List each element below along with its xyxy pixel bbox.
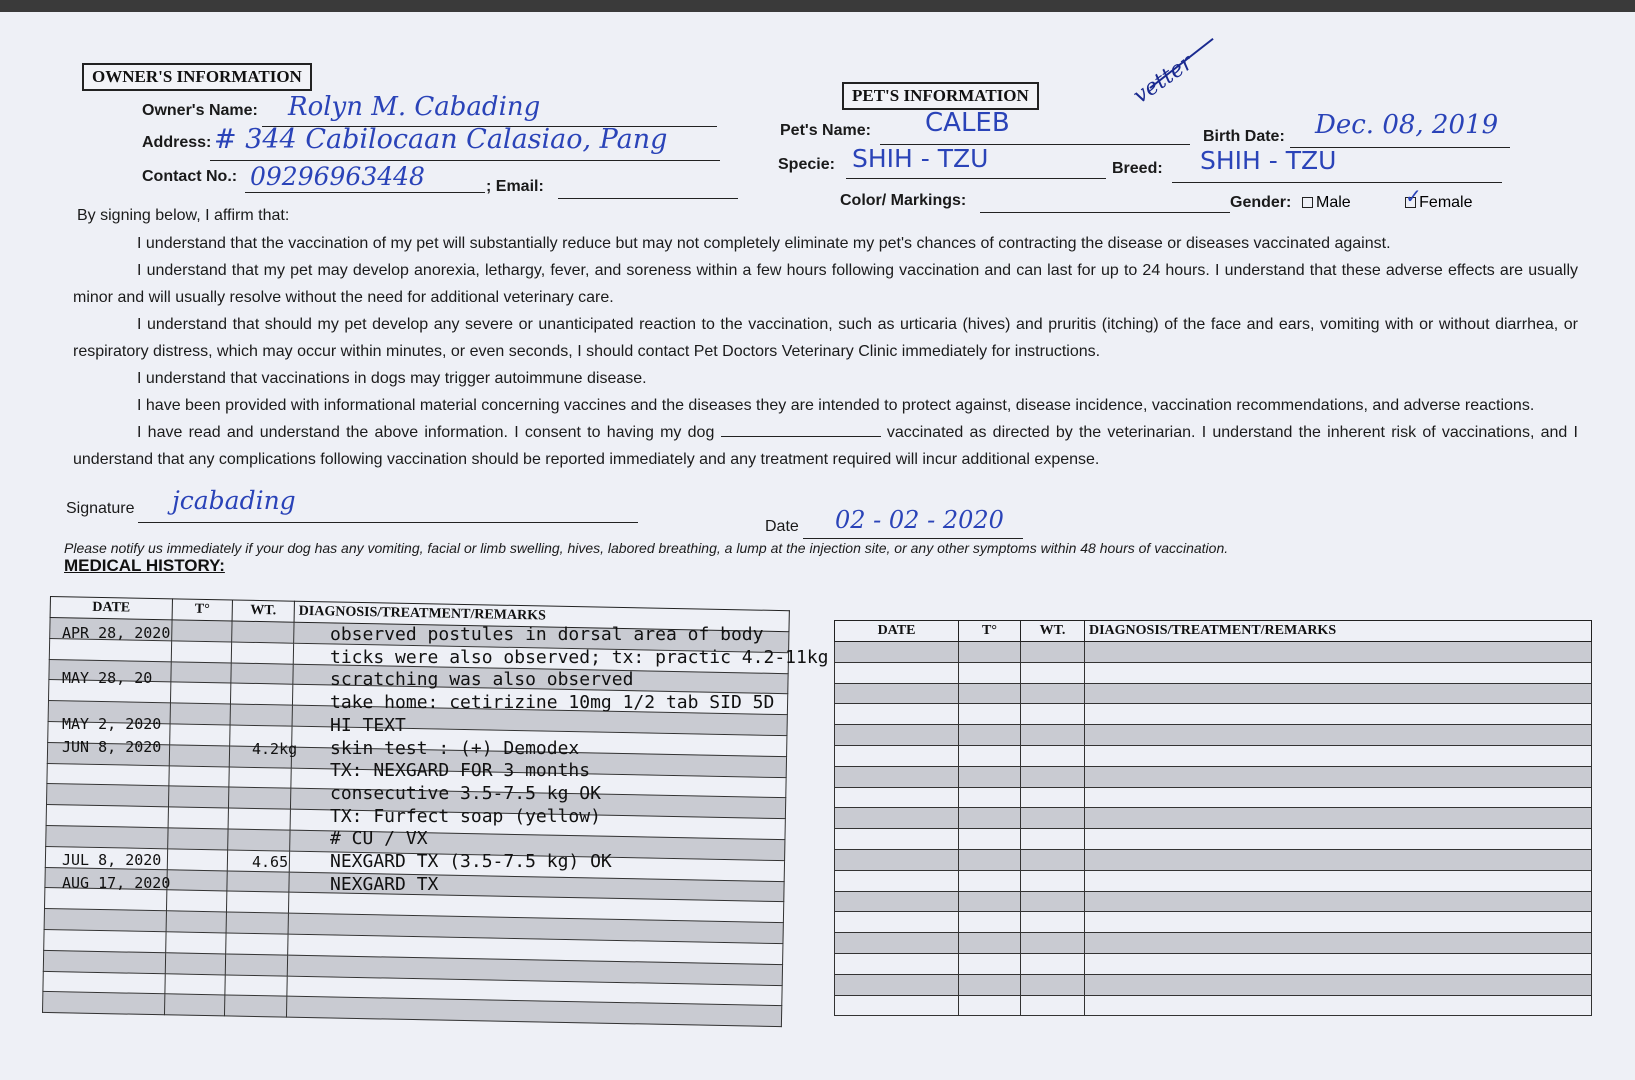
signature-line	[138, 522, 638, 523]
pet-section-title: PET'S INFORMATION	[842, 82, 1039, 110]
table-row	[835, 974, 1592, 995]
table-row	[835, 787, 1592, 808]
birth-date-label: Birth Date:	[1203, 128, 1285, 145]
owner-section-title: OWNER'S INFORMATION	[82, 63, 312, 91]
pet-name-label: Pet's Name:	[780, 122, 871, 139]
birth-date-value[interactable]: Dec. 08, 2019	[1315, 110, 1499, 140]
entry-date: AUG 17, 2020	[62, 873, 171, 892]
consent-clause-6b: vaccinated as directed by the veterinarian. I understand the inherent risk of vaccinations, and I understand that any complications following vaccination should be reported immediately and any treatment required will incur additional expense.	[73, 424, 1578, 468]
col-weight: WT.	[232, 600, 294, 622]
specie-label: Specie:	[778, 156, 835, 173]
table-row	[835, 829, 1592, 850]
table-row	[835, 933, 1592, 954]
entry-remarks: skin test : (+) Demodex	[330, 737, 580, 759]
table-row	[835, 870, 1592, 891]
medical-history-rows-right	[835, 642, 1592, 1016]
entry-date: JUL 8, 2020	[62, 851, 162, 869]
consent-clause-2: I understand that my pet may develop anorexia, lethargy, fever, and soreness within a few hours following vaccination and can last for up to 24 hours. I understand that these adverse effects are usually minor and will usually resolve without the need for additional veterinary care.	[73, 262, 1578, 306]
table-row	[835, 725, 1592, 746]
specie-value[interactable]: SHIH - TZU	[852, 144, 989, 173]
contact-label: Contact No.:	[142, 168, 238, 185]
entry-remarks: observed postules in dorsal area of body	[330, 624, 764, 645]
table-row	[835, 642, 1592, 663]
gender-label: Gender:	[1230, 194, 1292, 211]
email-label: ; Email:	[486, 178, 544, 195]
table-row	[835, 766, 1592, 787]
specie-line	[846, 178, 1106, 179]
pet-name-value[interactable]: CALEB	[925, 108, 1010, 138]
entry-remarks: # CU / VX	[330, 828, 428, 850]
entry-remarks: TX: NEXGARD FOR 3 months	[330, 760, 591, 782]
signature-value[interactable]: jcabading	[172, 486, 296, 515]
col-weight: WT.	[1021, 621, 1085, 642]
col-date: DATE	[50, 597, 172, 620]
entry-remarks: take home: cetirizine 10mg 1/2 tab SID 5D	[330, 692, 775, 714]
entry-date: JUN 8, 2020	[62, 737, 162, 756]
contact-line	[245, 192, 485, 193]
contact-value[interactable]: 09296963448	[250, 162, 425, 191]
breed-value[interactable]: SHIH - TZU	[1200, 146, 1337, 175]
male-label: Male	[1316, 194, 1351, 211]
entry-remarks: ticks were also observed; tx: practic 4.2-11kg	[330, 646, 829, 668]
entry-remarks: consecutive 3.5-7.5 kg OK	[330, 782, 601, 804]
table-header-row	[835, 621, 1592, 642]
entry-remarks: NEXGARD TX (3.5-7.5 kg) OK	[330, 851, 612, 872]
col-remarks: DIAGNOSIS/TREATMENT/REMARKS	[294, 601, 789, 631]
col-temp: T°	[172, 599, 232, 621]
female-check-mark: ✓	[1405, 186, 1422, 208]
owner-name-label: Owner's Name:	[142, 102, 258, 119]
table-row	[835, 662, 1592, 683]
entry-date: MAY 2, 2020	[62, 714, 162, 733]
entry-remarks: HI TEXT	[330, 714, 406, 736]
col-temp: T°	[959, 621, 1021, 642]
signature-label: Signature	[66, 500, 135, 517]
entry-weight: 4.65	[252, 853, 289, 871]
address-label: Address:	[142, 134, 212, 151]
consent-paragraphs	[73, 230, 1578, 473]
date-value[interactable]: 02 - 02 - 2020	[835, 506, 1004, 534]
table-row	[835, 745, 1592, 766]
consent-clause-3: I understand that should my pet develop any severe or unanticipated reaction to the vaccination, such as urticaria (hives) and pruritis (itching) of the face and ears, vomiting with or without diarrhea, or respiratory distress, which may occur within minutes, or even seconds, I should contact Pet Doctors Veterinary Clinic immediately for instructions.	[73, 316, 1578, 360]
table-row	[835, 891, 1592, 912]
entry-weight: 4.2kg	[252, 739, 298, 758]
notice-text: Please notify us immediately if your dog has any vomiting, facial or limb swelling, hives, labored breathing, a lump at the injection site, or any other symptoms within 48 hours of vaccination.	[64, 540, 1229, 556]
medical-history-table-right	[834, 620, 1592, 1016]
address-value[interactable]: # 344 Cabilocaan Calasiao, Pang	[214, 124, 668, 155]
medical-history-title: MEDICAL HISTORY:	[64, 556, 225, 575]
entry-remarks: TX: Furfect soap (yellow)	[330, 805, 601, 827]
table-row	[835, 953, 1592, 974]
owner-name-value[interactable]: Rolyn M. Cabading	[288, 92, 541, 122]
consent-clause-5: I have been provided with informational material concerning vaccines and the diseases they are intended to protect against, disease incidence, vaccination recommendations, and adverse reactions.	[137, 397, 1535, 414]
breed-label: Breed:	[1112, 160, 1163, 177]
entry-remarks: scratching was also observed	[330, 669, 634, 691]
breed-line	[1172, 182, 1502, 183]
consent-clause-4: I understand that vaccinations in dogs may trigger autoimmune disease.	[137, 370, 647, 387]
female-label: Female	[1419, 194, 1473, 211]
consent-intro: By signing below, I affirm that:	[77, 207, 290, 224]
address-line	[210, 160, 720, 161]
consent-clause-6a: I have read and understand the above information. I consent to having my dog	[137, 424, 715, 441]
vetter-annotation: vetter	[1128, 50, 1198, 109]
consent-clause-1: I understand that the vaccination of my pet will substantially reduce but may not completely eliminate my pet's chances of contracting the disease or diseases vaccinated against.	[137, 235, 1391, 252]
dog-name-blank[interactable]	[721, 436, 881, 437]
email-line	[558, 198, 738, 199]
table-row	[835, 849, 1592, 870]
table-row	[835, 808, 1592, 829]
table-row	[835, 912, 1592, 933]
col-date: DATE	[835, 621, 959, 642]
consent-clause-6	[73, 419, 1578, 473]
col-remarks: DIAGNOSIS/TREATMENT/REMARKS	[1085, 621, 1592, 642]
vaccination-consent-form	[0, 12, 1635, 1080]
table-row	[835, 704, 1592, 725]
table-row	[835, 683, 1592, 704]
date-line	[803, 538, 1023, 539]
entry-remarks: NEXGARD TX	[330, 873, 439, 895]
date-label: Date	[765, 518, 799, 535]
entry-date: APR 28, 2020	[62, 624, 171, 642]
color-markings-label: Color/ Markings:	[840, 192, 967, 209]
table-row	[835, 995, 1592, 1016]
entry-date: MAY 28, 20	[62, 669, 153, 688]
